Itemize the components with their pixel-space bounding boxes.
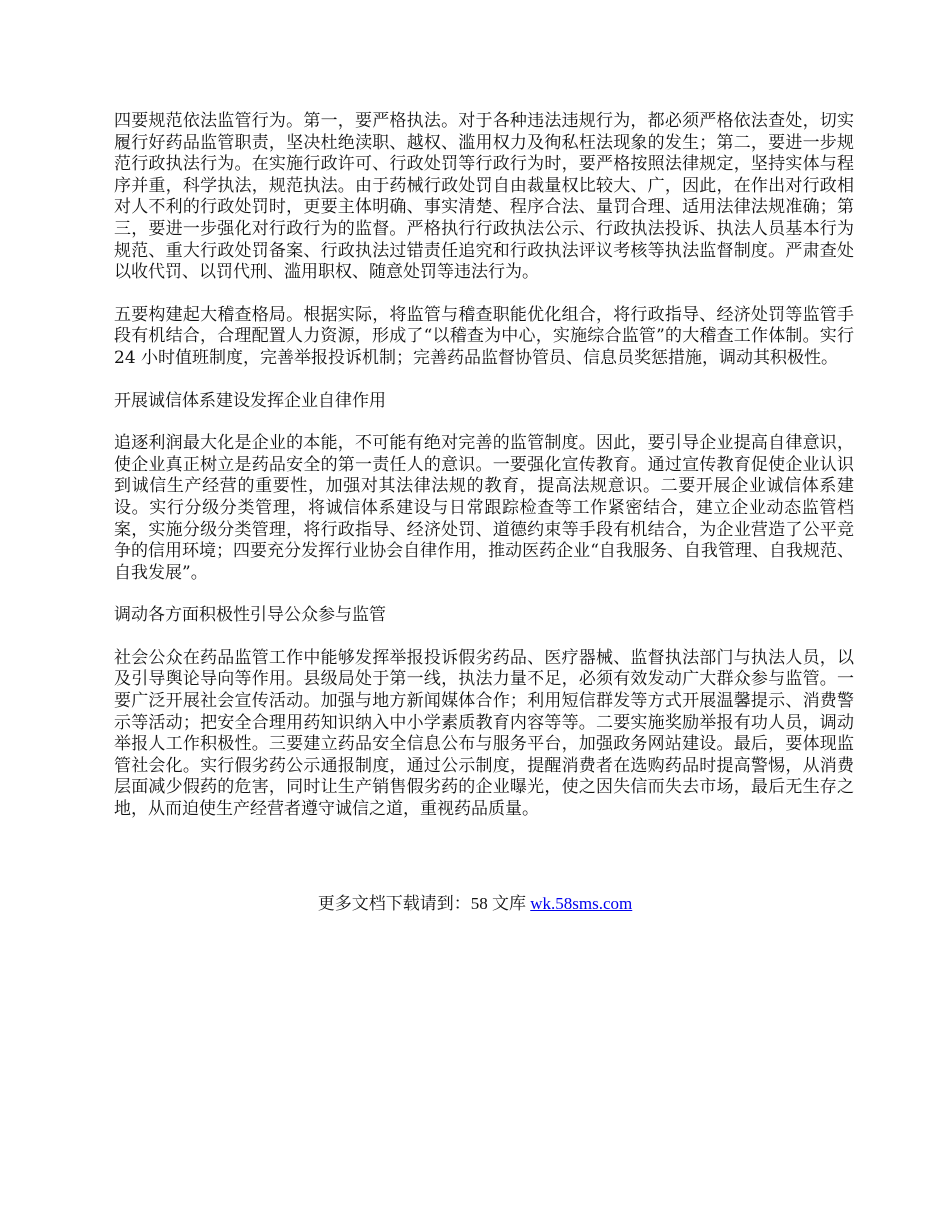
paragraph-inspection-pattern: 五要构建起大稽查格局。根据实际，将监管与稽查职能优化组合，将行政指导、经济处罚等监管手段有机结合，合理配置人力资源，形成了“以稽查为中心，实施综合监管”的大稽查工作体制。实行 24 小时值班制度，完善举报投诉机制；完善药品监督协管员、信息员奖惩措施，调动其积极性。 [114, 304, 854, 368]
footer-link[interactable]: wk.58sms.com [530, 894, 633, 913]
document-body [114, 111, 854, 842]
footer-prefix: 更多文档下载请到：58 文库 [317, 894, 531, 913]
paragraph-regulate-enforcement: 四要规范依法监管行为。第一，要严格执法。对于各种违法违规行为，都必须严格依法查处，切实履行好药品监管职责，坚决杜绝渎职、越权、滥用权力及徇私枉法现象的发生；第二，要进一步规范行政执法行为。在实施行政许可、行政处罚等行政行为时，要严格按照法律规定，坚持实体与程序并重，科学执法，规范执法。由于药械行政处罚自由裁量权比较大、广，因此，在作出对行政相对人不利的行政处罚时，更要主体明确、事实清楚、程序合法、量罚合理、适用法律法规准确；第三，要进一步强化对行政行为的监督。严格执行行政执法公示、行政执法投诉、执法人员基本行为规范、重大行政处罚备案、行政执法过错责任追究和行政执法评议考核等执法监督制度。严肃查处以收代罚、以罚代刑、滥用职权、随意处罚等违法行为。 [114, 111, 854, 283]
section-heading-public-participation: 调动各方面积极性引导公众参与监管 [114, 605, 386, 626]
download-footer [0, 893, 950, 915]
paragraph-public-participation: 社会公众在药品监管工作中能够发挥举报投诉假劣药品、医疗器械、监督执法部门与执法人员，以及引导舆论导向等作用。县级局处于第一线，执法力量不足，必须有效发动广大群众参与监管。一要广泛开展社会宣传活动。加强与地方新闻媒体合作；利用短信群发等方式开展温馨提示、消费警示等活动；把安全合理用药知识纳入中小学素质教育内容等等。二要实施奖励举报有功人员，调动举报人工作积极性。三要建立药品安全信息公布与服务平台，加强政务网站建设。最后，要体现监管社会化。实行假劣药公示通报制度，通过公示制度，提醒消费者在选购药品时提高警惕，从消费层面减少假药的危害，同时让生产销售假劣药的企业曝光，使之因失信而失去市场，最后无生存之地，从而迫使生产经营者遵守诚信之道，重视药品质量。 [114, 647, 854, 820]
section-heading-integrity: 开展诚信体系建设发挥企业自律作用 [114, 390, 386, 411]
paragraph-enterprise-integrity: 追逐利润最大化是企业的本能，不可能有绝对完善的监管制度。因此，要引导企业提高自律意识，使企业真正树立是药品安全的第一责任人的意识。一要强化宣传教育。通过宣传教育促使企业认识到诚信生产经营的重要性，加强对其法律法规的教育，提高法规意识。二要开展企业诚信体系建设。实行分级分类管理，将诚信体系建设与日常跟踪检查等工作紧密结合，建立企业动态监管档案，实施分级分类管理，将行政指导、经济处罚、道德约束等手段有机结合，为企业营造了公平竞争的信用环境；四要充分发挥行业协会自律作用，推动医药企业“自我服务、自我管理、自我规范、自我发展”。 [114, 433, 854, 583]
